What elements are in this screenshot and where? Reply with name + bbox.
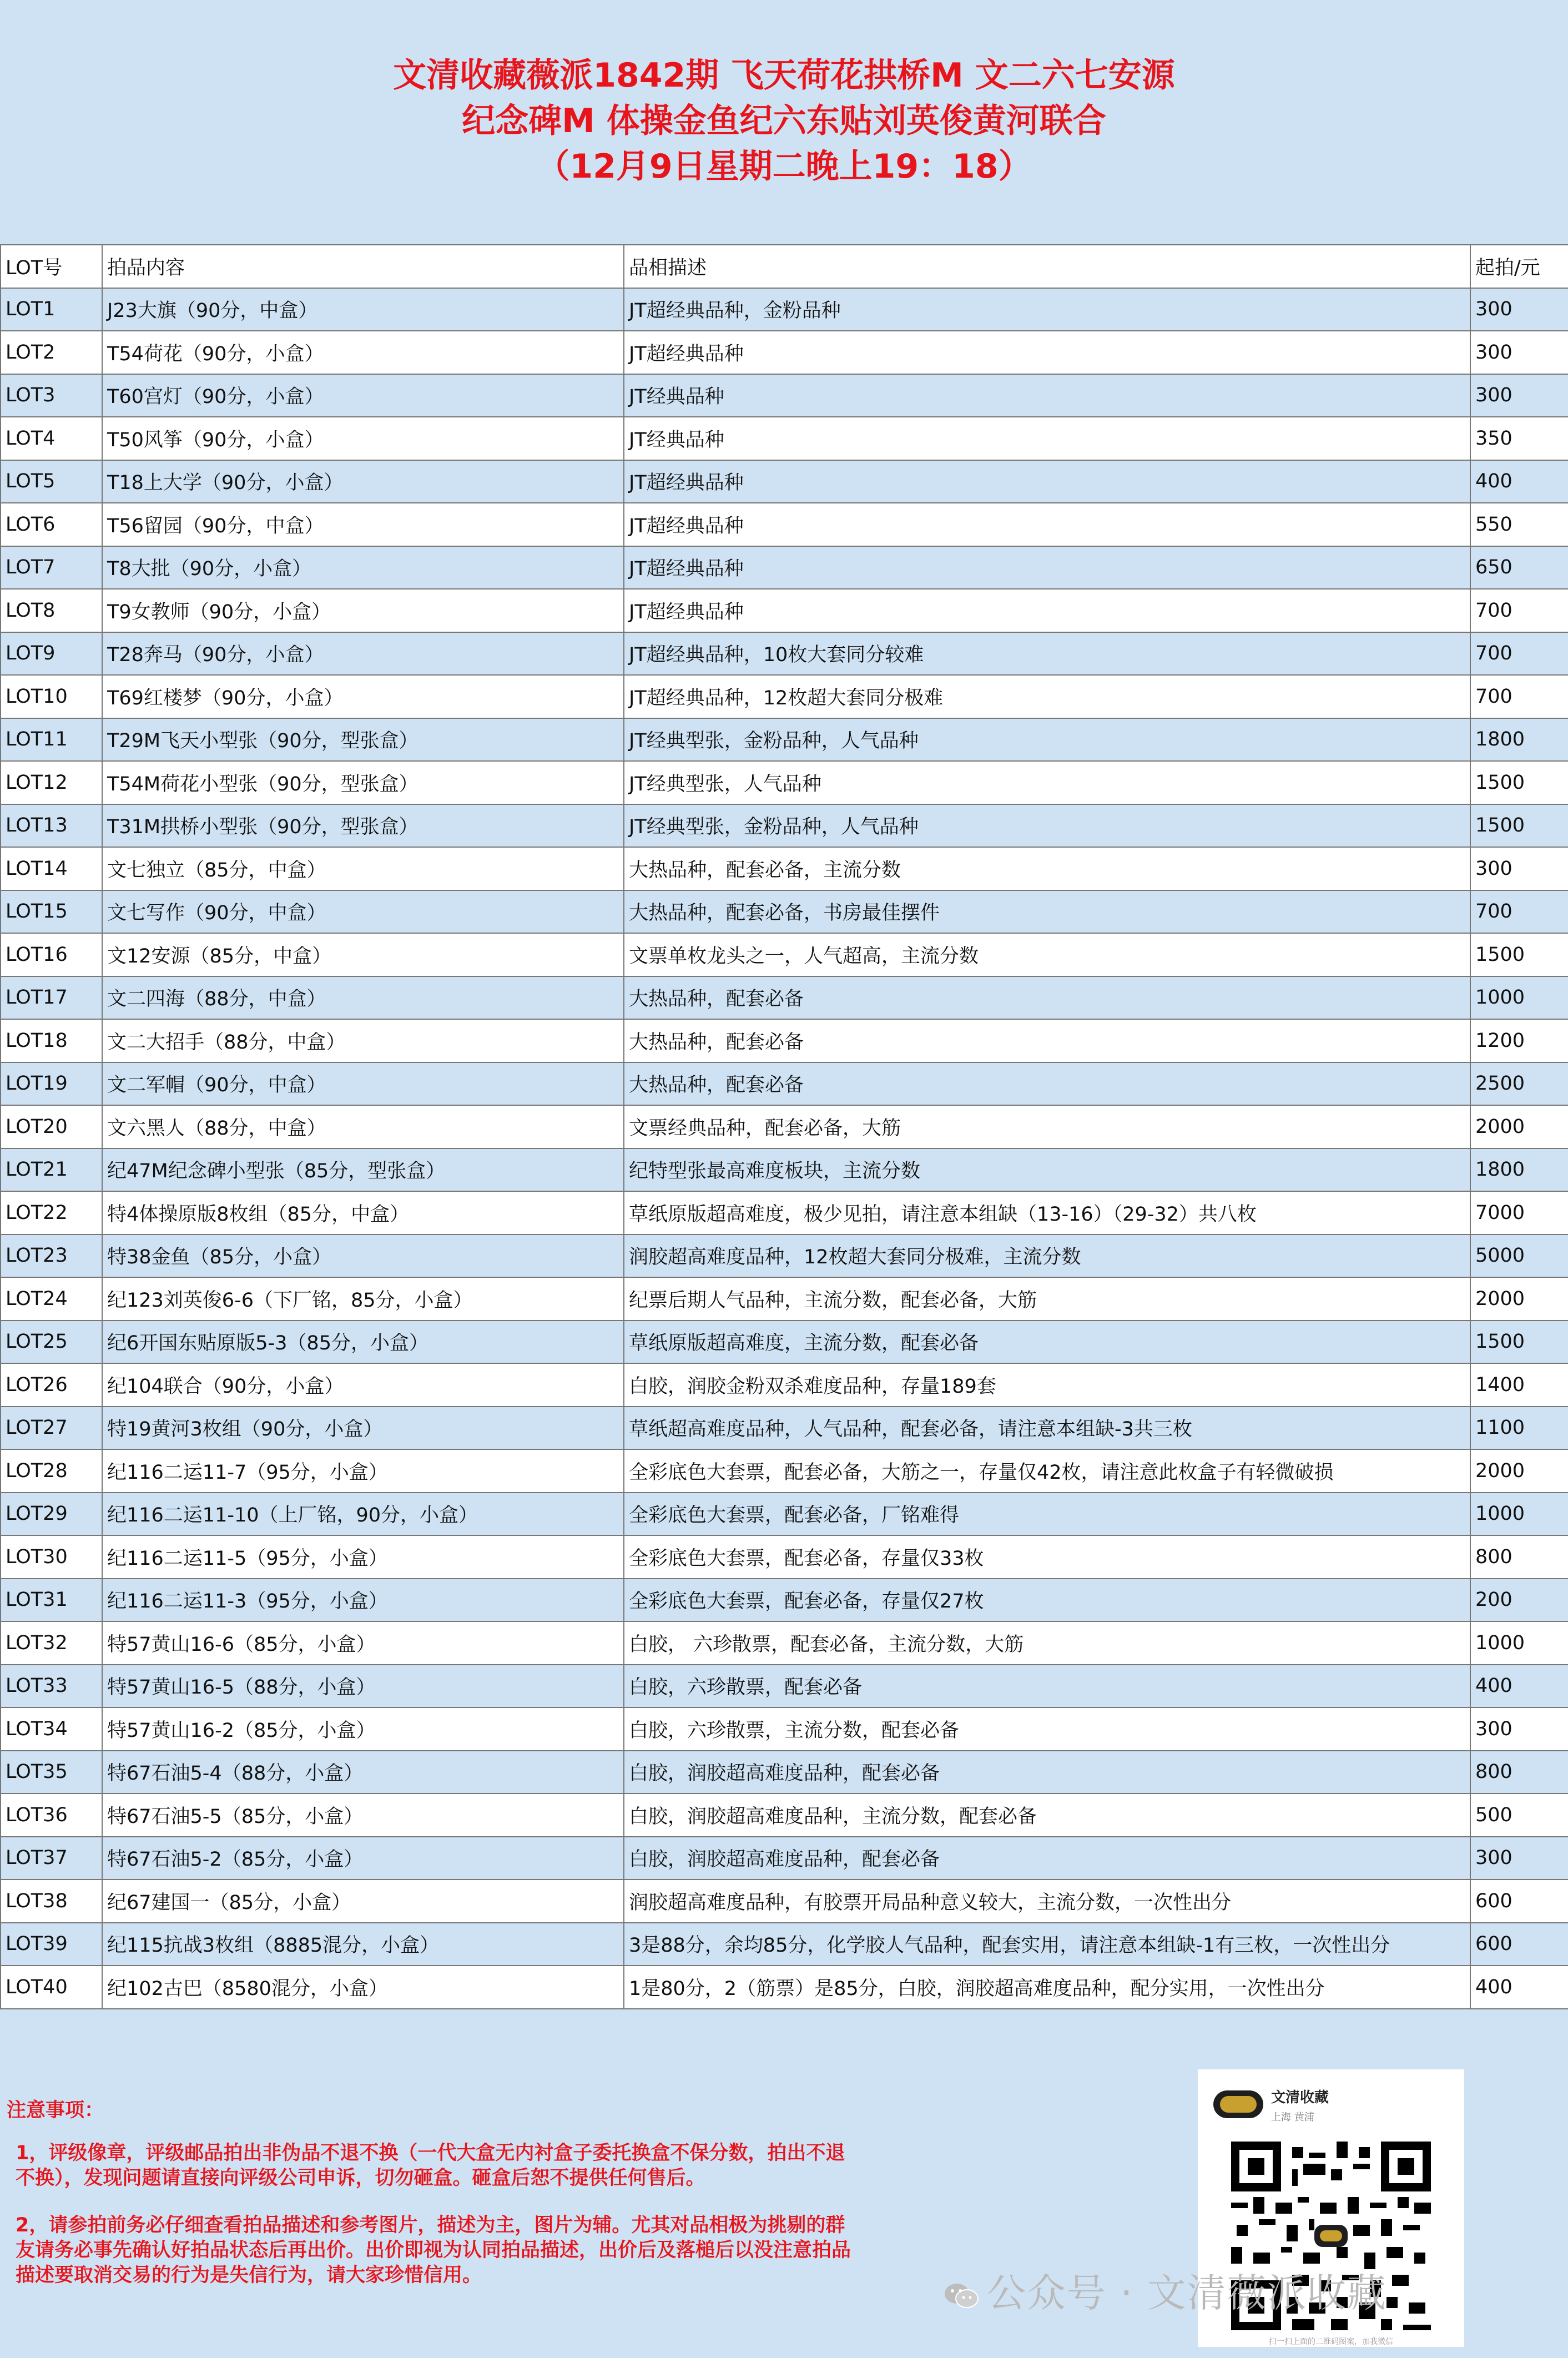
lot-start-price-cell: 800 <box>1470 1751 1568 1794</box>
lot-condition-cell: JT经典型张，金粉品种，人气品种 <box>624 804 1470 848</box>
shop-logo <box>1213 2090 1263 2118</box>
lot-item-cell: T9女教师（90分，小盒） <box>102 589 624 632</box>
lot-condition-cell: 白胶， 六珍散票，配套必备，主流分数，大筋 <box>624 1621 1470 1665</box>
lot-item-cell: T50风筝（90分，小盒） <box>102 417 624 460</box>
lot-condition-cell: JT超经典品种 <box>624 546 1470 590</box>
table-row <box>1 1062 1568 1106</box>
lot-item-cell: 文12安源（85分，中盒） <box>102 933 624 976</box>
lot-start-price-cell: 300 <box>1470 331 1568 374</box>
lot-start-price-cell: 800 <box>1470 1535 1568 1579</box>
lot-start-price-cell: 400 <box>1470 1665 1568 1708</box>
lot-item-cell: 纪116二运11-5（95分，小盒） <box>102 1535 624 1579</box>
lot-number-cell: LOT32 <box>1 1621 102 1665</box>
lot-start-price-cell: 650 <box>1470 546 1568 590</box>
table-row <box>1 1793 1568 1837</box>
lot-number-cell: LOT38 <box>1 1880 102 1923</box>
table-row <box>1 1407 1568 1450</box>
lot-start-price-cell: 700 <box>1470 890 1568 934</box>
lot-condition-cell: 全彩底色大套票，配套必备，厂铭难得 <box>624 1493 1470 1536</box>
lot-item-cell: T60宫灯（90分，小盒） <box>102 374 624 417</box>
lot-item-cell: 特67石油5-5（85分，小盒） <box>102 1793 624 1837</box>
table-row <box>1 761 1568 804</box>
lot-condition-cell: 全彩底色大套票，配套必备，大筋之一，存量仅42枚，请注意此枚盒子有轻微破损 <box>624 1449 1470 1493</box>
lot-number-cell: LOT36 <box>1 1793 102 1837</box>
table-row <box>1 503 1568 546</box>
wechat-icon <box>944 2282 979 2310</box>
lot-item-cell: 纪115抗战3枚组（8885混分，小盒） <box>102 1923 624 1966</box>
table-row <box>1 1191 1568 1235</box>
lot-number-cell: LOT9 <box>1 632 102 676</box>
lot-item-cell: 文二四海（88分，中盒） <box>102 976 624 1020</box>
lot-start-price-cell: 350 <box>1470 417 1568 460</box>
lot-start-price-cell: 2000 <box>1470 1449 1568 1493</box>
lot-condition-cell: 大热品种，配套必备 <box>624 976 1470 1020</box>
lot-number-cell: LOT30 <box>1 1535 102 1579</box>
table-row <box>1 1579 1568 1622</box>
lot-start-price-cell: 300 <box>1470 374 1568 417</box>
lot-item-cell: J23大旗（90分，中盒） <box>102 288 624 331</box>
lot-condition-cell: 草纸超高难度品种，人气品种，配套必备，请注意本组缺-3共三枚 <box>624 1407 1470 1450</box>
lot-number-cell: LOT10 <box>1 675 102 718</box>
table-row <box>1 1621 1568 1665</box>
table-row <box>1 288 1568 331</box>
lot-table <box>0 244 1568 2009</box>
lot-item-cell: 纪6开国东贴原版5-3（85分，小盒） <box>102 1321 624 1364</box>
lot-number-cell: LOT18 <box>1 1019 102 1062</box>
lot-condition-cell: 全彩底色大套票，配套必备，存量仅33枚 <box>624 1535 1470 1579</box>
lot-number-cell: LOT29 <box>1 1493 102 1536</box>
lot-number-cell: LOT1 <box>1 288 102 331</box>
lot-start-price-cell: 1500 <box>1470 761 1568 804</box>
lot-item-cell: 特57黄山16-2（85分，小盒） <box>102 1707 624 1751</box>
lot-condition-cell: JT超经典品种，12枚超大套同分极难 <box>624 675 1470 718</box>
lot-item-cell: T56留园（90分，中盒） <box>102 503 624 546</box>
lot-item-cell: 文七独立（85分，中盒） <box>102 847 624 890</box>
lot-item-cell: 纪102古巴（8580混分，小盒） <box>102 1966 624 2009</box>
table-row <box>1 1493 1568 1536</box>
qr-account-name: 文清收藏 <box>1271 2089 1329 2106</box>
lot-number-cell: LOT7 <box>1 546 102 590</box>
lot-start-price-cell: 1400 <box>1470 1363 1568 1407</box>
lot-condition-cell: 大热品种，配套必备，主流分数 <box>624 847 1470 890</box>
lot-start-price-cell: 700 <box>1470 632 1568 676</box>
lot-start-price-cell: 700 <box>1470 589 1568 632</box>
table-row <box>1 1235 1568 1278</box>
lot-condition-cell: 白胶，润胶超高难度品种，配套必备 <box>624 1837 1470 1880</box>
lot-start-price-cell: 700 <box>1470 675 1568 718</box>
table-row <box>1 1148 1568 1192</box>
lot-condition-cell: 纪特型张最高难度板块，主流分数 <box>624 1148 1470 1192</box>
lot-number-cell: LOT37 <box>1 1837 102 1880</box>
qr-footer-text: 扫一扫上面的二维码图案，加我微信 <box>1269 2337 1393 2346</box>
lot-number-cell: LOT22 <box>1 1191 102 1235</box>
lot-number-cell: LOT39 <box>1 1923 102 1966</box>
lot-item-cell: 特67石油5-2（85分，小盒） <box>102 1837 624 1880</box>
lot-item-cell: 文六黑人（88分，中盒） <box>102 1105 624 1148</box>
lot-number-cell: LOT5 <box>1 460 102 503</box>
lot-item-cell: T29M飞天小型张（90分，型张盒） <box>102 718 624 762</box>
table-row <box>1 847 1568 890</box>
watermark-text: 公众号 · 文清薇派收藏 <box>987 2270 1387 2316</box>
table-row <box>1 933 1568 976</box>
lot-condition-cell: JT经典品种 <box>624 374 1470 417</box>
lot-condition-cell: 草纸原版超高难度，主流分数，配套必备 <box>624 1321 1470 1364</box>
lot-condition-cell: 大热品种，配套必备 <box>624 1019 1470 1062</box>
lot-condition-cell: 润胶超高难度品种，12枚超大套同分极难，主流分数 <box>624 1235 1470 1278</box>
lot-number-cell: LOT4 <box>1 417 102 460</box>
lot-number-cell: LOT33 <box>1 1665 102 1708</box>
lot-start-price-cell: 1000 <box>1470 976 1568 1020</box>
table-row <box>1 1363 1568 1407</box>
lot-item-cell: 纪116二运11-3（95分，小盒） <box>102 1579 624 1622</box>
wechat-watermark <box>944 2262 1387 2318</box>
lot-start-price-cell: 300 <box>1470 1837 1568 1880</box>
lot-item-cell: 纪123刘英俊6-6（下厂铭，85分，小盒） <box>102 1277 624 1321</box>
qr-account-location: 上海 黄浦 <box>1271 2112 1314 2123</box>
lot-number-cell: LOT40 <box>1 1966 102 2009</box>
table-row <box>1 1837 1568 1880</box>
header-start-price: 起拍/元 <box>1470 245 1568 288</box>
table-row <box>1 1665 1568 1708</box>
lot-start-price-cell: 400 <box>1470 1966 1568 2009</box>
lot-start-price-cell: 2000 <box>1470 1105 1568 1148</box>
lot-start-price-cell: 1500 <box>1470 804 1568 848</box>
lot-condition-cell: 纪票后期人气品种，主流分数，配套必备，大筋 <box>624 1277 1470 1321</box>
lot-number-cell: LOT19 <box>1 1062 102 1106</box>
lot-start-price-cell: 1500 <box>1470 1321 1568 1364</box>
lot-item-cell: 特19黄河3枚组（90分，小盒） <box>102 1407 624 1450</box>
table-row <box>1 460 1568 503</box>
lot-condition-cell: JT超经典品种，金粉品种 <box>624 288 1470 331</box>
table-row <box>1 1105 1568 1148</box>
lot-condition-cell: 文票经典品种，配套必备，大筋 <box>624 1105 1470 1148</box>
lot-condition-cell: 大热品种，配套必备，书房最佳摆件 <box>624 890 1470 934</box>
lot-start-price-cell: 1500 <box>1470 933 1568 976</box>
lot-start-price-cell: 7000 <box>1470 1191 1568 1235</box>
notes-heading: 注意事项： <box>7 2099 104 2122</box>
header-lot: LOT号 <box>1 245 102 288</box>
lot-start-price-cell: 400 <box>1470 460 1568 503</box>
lot-number-cell: LOT31 <box>1 1579 102 1622</box>
lot-item-cell: T31M拱桥小型张（90分，型张盒） <box>102 804 624 848</box>
table-row <box>1 718 1568 762</box>
lot-item-cell: 特4体操原版8枚组（85分，中盒） <box>102 1191 624 1235</box>
title-line-2: 纪念碑M 体操金鱼纪六东贴刘英俊黄河联合 <box>462 102 1106 140</box>
table-row <box>1 675 1568 718</box>
lot-number-cell: LOT27 <box>1 1407 102 1450</box>
table-row <box>1 1535 1568 1579</box>
lot-number-cell: LOT20 <box>1 1105 102 1148</box>
lot-item-cell: 纪47M纪念碑小型张（85分，型张盒） <box>102 1148 624 1192</box>
lot-start-price-cell: 600 <box>1470 1880 1568 1923</box>
lot-number-cell: LOT21 <box>1 1148 102 1192</box>
lot-item-cell: T28奔马（90分，小盒） <box>102 632 624 676</box>
notes-section <box>7 2098 861 2310</box>
lot-item-cell: T18上大学（90分，小盒） <box>102 460 624 503</box>
lot-start-price-cell: 300 <box>1470 288 1568 331</box>
table-row <box>1 804 1568 848</box>
lot-item-cell: 特57黄山16-6（85分，小盒） <box>102 1621 624 1665</box>
lot-condition-cell: JT经典型张，人气品种 <box>624 761 1470 804</box>
lot-condition-cell: 白胶，润胶超高难度品种，主流分数，配套必备 <box>624 1793 1470 1837</box>
lot-condition-cell: 白胶，六珍散票，主流分数，配套必备 <box>624 1707 1470 1751</box>
lot-start-price-cell: 1200 <box>1470 1019 1568 1062</box>
lot-number-cell: LOT14 <box>1 847 102 890</box>
lot-item-cell: 特38金鱼（85分，小盒） <box>102 1235 624 1278</box>
lot-start-price-cell: 2000 <box>1470 1277 1568 1321</box>
lot-condition-cell: 白胶，六珍散票，配套必备 <box>624 1665 1470 1708</box>
table-row <box>1 1019 1568 1062</box>
lot-condition-cell: 文票单枚龙头之一，人气超高，主流分数 <box>624 933 1470 976</box>
lot-item-cell: 纪104联合（90分，小盒） <box>102 1363 624 1407</box>
lot-number-cell: LOT6 <box>1 503 102 546</box>
lot-condition-cell: 白胶，润胶金粉双杀难度品种，存量189套 <box>624 1363 1470 1407</box>
lot-number-cell: LOT8 <box>1 589 102 632</box>
header-item: 拍品内容 <box>102 245 624 288</box>
lot-item-cell: T54荷花（90分，小盒） <box>102 331 624 374</box>
lot-number-cell: LOT35 <box>1 1751 102 1794</box>
lot-condition-cell: 1是80分，2（筋票）是85分，白胶，润胶超高难度品种，配分实用，一次性出分 <box>624 1966 1470 2009</box>
title-line-3: （12月9日星期二晚上19：18） <box>536 147 1032 186</box>
lot-condition-cell: 大热品种，配套必备 <box>624 1062 1470 1106</box>
note-item: 1，评级像章，评级邮品拍出非伪品不退不换（一代大盒无内衬盒子委托换盒不保分数，拍出不退不换），发现问题请直接向评级公司申诉，切勿砸盒。砸盒后恕不提供任何售后。 <box>16 2142 845 2189</box>
lot-start-price-cell: 1800 <box>1470 1148 1568 1192</box>
table-row <box>1 589 1568 632</box>
lot-number-cell: LOT34 <box>1 1707 102 1751</box>
lot-condition-cell: 全彩底色大套票，配套必备，存量仅27枚 <box>624 1579 1470 1622</box>
table-row <box>1 890 1568 934</box>
lot-condition-cell: 3是88分，余均85分，化学胶人气品种，配套实用，请注意本组缺-1有三枚，一次性出分 <box>624 1923 1470 1966</box>
lot-item-cell: T54M荷花小型张（90分，型张盒） <box>102 761 624 804</box>
table-row <box>1 976 1568 1020</box>
lot-item-cell: 特57黄山16-5（88分，小盒） <box>102 1665 624 1708</box>
lot-condition-cell: JT超经典品种 <box>624 460 1470 503</box>
lot-number-cell: LOT24 <box>1 1277 102 1321</box>
header-condition: 品相描述 <box>624 245 1470 288</box>
table-row <box>1 1751 1568 1794</box>
lot-item-cell: T8大批（90分，小盒） <box>102 546 624 590</box>
lot-start-price-cell: 1100 <box>1470 1407 1568 1450</box>
lot-number-cell: LOT12 <box>1 761 102 804</box>
lot-condition-cell: JT经典品种 <box>624 417 1470 460</box>
lot-start-price-cell: 200 <box>1470 1579 1568 1622</box>
lot-condition-cell: 白胶，润胶超高难度品种，配套必备 <box>624 1751 1470 1794</box>
table-row <box>1 632 1568 676</box>
lot-start-price-cell: 300 <box>1470 1707 1568 1751</box>
lot-number-cell: LOT28 <box>1 1449 102 1493</box>
lot-condition-cell: JT超经典品种 <box>624 503 1470 546</box>
lot-item-cell: 纪67建国一（85分，小盒） <box>102 1880 624 1923</box>
lot-number-cell: LOT26 <box>1 1363 102 1407</box>
lot-condition-cell: 润胶超高难度品种，有胶票开局品种意义较大，主流分数，一次性出分 <box>624 1880 1470 1923</box>
table-row <box>1 374 1568 417</box>
lot-number-cell: LOT25 <box>1 1321 102 1364</box>
lot-number-cell: LOT15 <box>1 890 102 934</box>
lot-start-price-cell: 300 <box>1470 847 1568 890</box>
lot-start-price-cell: 550 <box>1470 503 1568 546</box>
table-row <box>1 1277 1568 1321</box>
lot-condition-cell: JT超经典品种，10枚大套同分较难 <box>624 632 1470 676</box>
lot-item-cell: T69红楼梦（90分，小盒） <box>102 675 624 718</box>
lot-start-price-cell: 2500 <box>1470 1062 1568 1106</box>
lot-condition-cell: JT超经典品种 <box>624 589 1470 632</box>
lot-condition-cell: JT经典型张，金粉品种，人气品种 <box>624 718 1470 762</box>
lot-start-price-cell: 500 <box>1470 1793 1568 1837</box>
table-row <box>1 1880 1568 1923</box>
table-row <box>1 1321 1568 1364</box>
lot-item-cell: 纪116二运11-10（上厂铭，90分，小盒） <box>102 1493 624 1536</box>
lot-number-cell: LOT2 <box>1 331 102 374</box>
table-row <box>1 1966 1568 2009</box>
table-row <box>1 1923 1568 1966</box>
lot-item-cell: 特67石油5-4（88分，小盒） <box>102 1751 624 1794</box>
table-row <box>1 546 1568 590</box>
table-row <box>1 1449 1568 1493</box>
lot-item-cell: 文七写作（90分，中盒） <box>102 890 624 934</box>
lot-start-price-cell: 1000 <box>1470 1493 1568 1536</box>
table-row <box>1 417 1568 460</box>
lot-condition-cell: JT超经典品种 <box>624 331 1470 374</box>
lot-number-cell: LOT13 <box>1 804 102 848</box>
lot-number-cell: LOT17 <box>1 976 102 1020</box>
title-line-1: 文清收藏薇派1842期 飞天荷花拱桥M 文二六七安源 <box>393 56 1175 95</box>
table-row <box>1 331 1568 374</box>
note-item: 2，请参拍前务必仔细查看拍品描述和参考图片，描述为主，图片为辅。尤其对品相极为挑剔的群友请务必事先确认好拍品状态后再出价。出价即视为认同拍品描述，出价后及落槌后以没注意拍品描述要取消交易的行为是失信行为，请大家珍惜信用。 <box>16 2214 851 2286</box>
table-row <box>1 1707 1568 1751</box>
table-header-row <box>1 245 1568 288</box>
lot-start-price-cell: 600 <box>1470 1923 1568 1966</box>
lot-number-cell: LOT11 <box>1 718 102 762</box>
lot-number-cell: LOT23 <box>1 1235 102 1278</box>
lot-start-price-cell: 1000 <box>1470 1621 1568 1665</box>
lot-condition-cell: 草纸原版超高难度，极少见拍，请注意本组缺（13-16）（29-32）共八枚 <box>624 1191 1470 1235</box>
auction-title <box>0 53 1568 189</box>
lot-item-cell: 文二军帽（90分，中盒） <box>102 1062 624 1106</box>
lot-number-cell: LOT3 <box>1 374 102 417</box>
lot-item-cell: 纪116二运11-7（95分，小盒） <box>102 1449 624 1493</box>
lot-start-price-cell: 5000 <box>1470 1235 1568 1278</box>
lot-number-cell: LOT16 <box>1 933 102 976</box>
lot-item-cell: 文二大招手（88分，中盒） <box>102 1019 624 1062</box>
lot-start-price-cell: 1800 <box>1470 718 1568 762</box>
